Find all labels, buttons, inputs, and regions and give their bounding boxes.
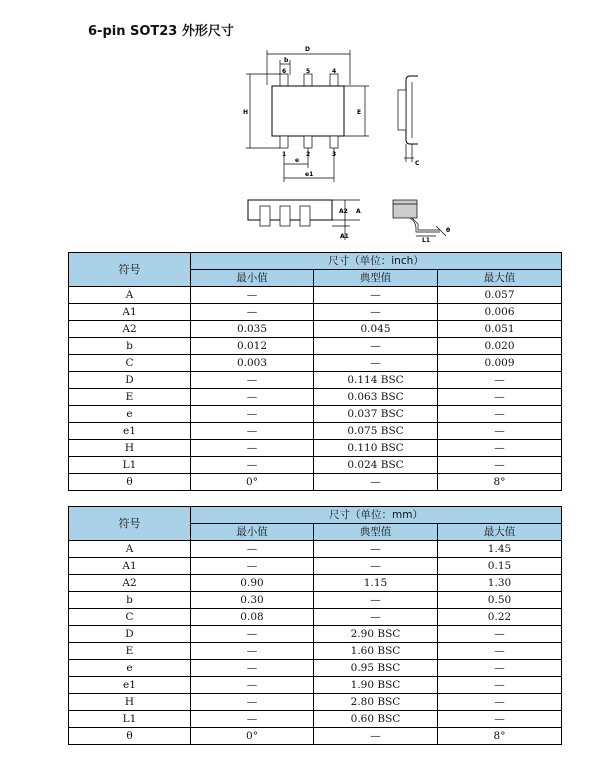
page-title: 6-pin SOT23 外形尺寸 <box>88 24 234 39</box>
cell-max: 0.020 <box>438 338 562 355</box>
cell-max: — <box>438 694 562 711</box>
cell-sym: A <box>69 287 191 304</box>
cell-sym: θ <box>69 474 191 491</box>
cell-typ: 1.90 BSC <box>314 677 438 694</box>
label-L1: L1 <box>422 237 430 244</box>
min-header: 最小值 <box>191 524 314 541</box>
label-pin2: 2 <box>306 151 311 158</box>
cell-sym: b <box>69 592 191 609</box>
cell-max: — <box>438 372 562 389</box>
table-row <box>69 660 562 677</box>
cell-max: 0.006 <box>438 304 562 321</box>
unit-header: 尺寸（单位：inch） <box>191 253 562 270</box>
cell-max: 0.50 <box>438 592 562 609</box>
table-row <box>69 287 562 304</box>
max-header: 最大值 <box>438 524 562 541</box>
cell-max: — <box>438 677 562 694</box>
cell-typ: 0.063 BSC <box>314 389 438 406</box>
cell-max: — <box>438 457 562 474</box>
cell-typ: — <box>314 355 438 372</box>
table-row <box>69 541 562 558</box>
label-pin5: 5 <box>306 68 311 75</box>
cell-min: — <box>191 541 314 558</box>
cell-max: — <box>438 440 562 457</box>
table-row <box>69 592 562 609</box>
cell-min: 0.30 <box>191 592 314 609</box>
cell-min: — <box>191 643 314 660</box>
cell-max: — <box>438 711 562 728</box>
cell-sym: D <box>69 372 191 389</box>
cell-min: 0.003 <box>191 355 314 372</box>
package-outline-drawing <box>240 40 460 245</box>
cell-sym: C <box>69 355 191 372</box>
cell-max: 1.45 <box>438 541 562 558</box>
cell-max: — <box>438 423 562 440</box>
cell-sym: e1 <box>69 423 191 440</box>
cell-typ: 0.075 BSC <box>314 423 438 440</box>
cell-typ: 0.60 BSC <box>314 711 438 728</box>
cell-sym: e1 <box>69 677 191 694</box>
unit-header: 尺寸（单位：mm） <box>191 507 562 524</box>
cell-sym: E <box>69 389 191 406</box>
table-row <box>69 558 562 575</box>
cell-typ: 2.80 BSC <box>314 694 438 711</box>
cell-sym: L1 <box>69 711 191 728</box>
table-row <box>69 643 562 660</box>
label-b: b <box>284 57 289 64</box>
dimension-table-mm <box>68 506 562 745</box>
cell-sym: e <box>69 406 191 423</box>
label-e: e <box>295 157 300 164</box>
table-row <box>69 406 562 423</box>
cell-min: — <box>191 677 314 694</box>
table-row <box>69 423 562 440</box>
cell-sym: A1 <box>69 304 191 321</box>
cell-min: — <box>191 423 314 440</box>
symbol-header: 符号 <box>69 507 191 541</box>
cell-min: — <box>191 287 314 304</box>
cell-sym: E <box>69 643 191 660</box>
cell-min: — <box>191 372 314 389</box>
cell-sym: L1 <box>69 457 191 474</box>
label-C: C <box>415 160 420 167</box>
symbol-header: 符号 <box>69 253 191 287</box>
cell-typ: — <box>314 541 438 558</box>
table-row <box>69 575 562 592</box>
cell-max: 0.051 <box>438 321 562 338</box>
cell-typ: — <box>314 287 438 304</box>
cell-typ: 0.114 BSC <box>314 372 438 389</box>
label-theta: θ <box>446 227 451 234</box>
table-row <box>69 609 562 626</box>
cell-sym: A <box>69 541 191 558</box>
table-row <box>69 457 562 474</box>
cell-min: 0° <box>191 728 314 745</box>
cell-min: — <box>191 389 314 406</box>
cell-typ: — <box>314 558 438 575</box>
cell-typ: 0.045 <box>314 321 438 338</box>
cell-max: 0.057 <box>438 287 562 304</box>
label-D: D <box>305 46 310 53</box>
table-row <box>69 304 562 321</box>
cell-sym: A2 <box>69 321 191 338</box>
cell-typ: — <box>314 592 438 609</box>
cell-typ: — <box>314 304 438 321</box>
cell-typ: — <box>314 728 438 745</box>
cell-min: — <box>191 660 314 677</box>
cell-typ: — <box>314 609 438 626</box>
cell-max: — <box>438 660 562 677</box>
dimension-table-inch <box>68 252 562 491</box>
table-row <box>69 728 562 745</box>
cell-max: 0.22 <box>438 609 562 626</box>
label-pin4: 4 <box>332 68 337 75</box>
label-pin1: 1 <box>282 151 287 158</box>
cell-min: 0° <box>191 474 314 491</box>
label-pin3: 3 <box>332 151 337 158</box>
table-row <box>69 677 562 694</box>
cell-sym: H <box>69 694 191 711</box>
label-E: E <box>357 109 362 116</box>
cell-max: 8° <box>438 728 562 745</box>
cell-sym: D <box>69 626 191 643</box>
table-row <box>69 321 562 338</box>
cell-sym: C <box>69 609 191 626</box>
table-row <box>69 711 562 728</box>
table-row <box>69 626 562 643</box>
cell-sym: b <box>69 338 191 355</box>
table-row <box>69 440 562 457</box>
cell-typ: — <box>314 474 438 491</box>
cell-min: — <box>191 440 314 457</box>
cell-max: — <box>438 389 562 406</box>
cell-min: 0.90 <box>191 575 314 592</box>
cell-typ: 0.95 BSC <box>314 660 438 677</box>
cell-min: 0.035 <box>191 321 314 338</box>
cell-typ: 0.037 BSC <box>314 406 438 423</box>
cell-min: 0.012 <box>191 338 314 355</box>
cell-typ: 1.60 BSC <box>314 643 438 660</box>
cell-min: — <box>191 626 314 643</box>
cell-min: — <box>191 457 314 474</box>
cell-max: 1.30 <box>438 575 562 592</box>
cell-typ: 1.15 <box>314 575 438 592</box>
cell-sym: H <box>69 440 191 457</box>
cell-min: — <box>191 558 314 575</box>
cell-max: — <box>438 626 562 643</box>
min-header: 最小值 <box>191 270 314 287</box>
typ-header: 典型值 <box>314 270 438 287</box>
table-row <box>69 474 562 491</box>
label-A: A <box>356 208 361 215</box>
label-e1: e1 <box>305 171 314 178</box>
label-A2: A2 <box>339 208 348 215</box>
max-header: 最大值 <box>438 270 562 287</box>
label-A1: A1 <box>340 233 349 240</box>
cell-max: — <box>438 406 562 423</box>
label-pin6: 6 <box>282 68 287 75</box>
table-row <box>69 372 562 389</box>
cell-sym: e <box>69 660 191 677</box>
cell-max: 0.15 <box>438 558 562 575</box>
table-row <box>69 355 562 372</box>
cell-sym: A1 <box>69 558 191 575</box>
cell-min: — <box>191 406 314 423</box>
table-row <box>69 694 562 711</box>
label-H: H <box>243 109 249 116</box>
cell-min: — <box>191 694 314 711</box>
cell-max: 8° <box>438 474 562 491</box>
cell-min: — <box>191 711 314 728</box>
cell-typ: — <box>314 338 438 355</box>
cell-max: 0.009 <box>438 355 562 372</box>
cell-min: 0.08 <box>191 609 314 626</box>
cell-typ: 0.110 BSC <box>314 440 438 457</box>
cell-sym: θ <box>69 728 191 745</box>
typ-header: 典型值 <box>314 524 438 541</box>
cell-sym: A2 <box>69 575 191 592</box>
table-row <box>69 389 562 406</box>
cell-min: — <box>191 304 314 321</box>
cell-max: — <box>438 643 562 660</box>
table-row <box>69 338 562 355</box>
cell-typ: 2.90 BSC <box>314 626 438 643</box>
cell-typ: 0.024 BSC <box>314 457 438 474</box>
